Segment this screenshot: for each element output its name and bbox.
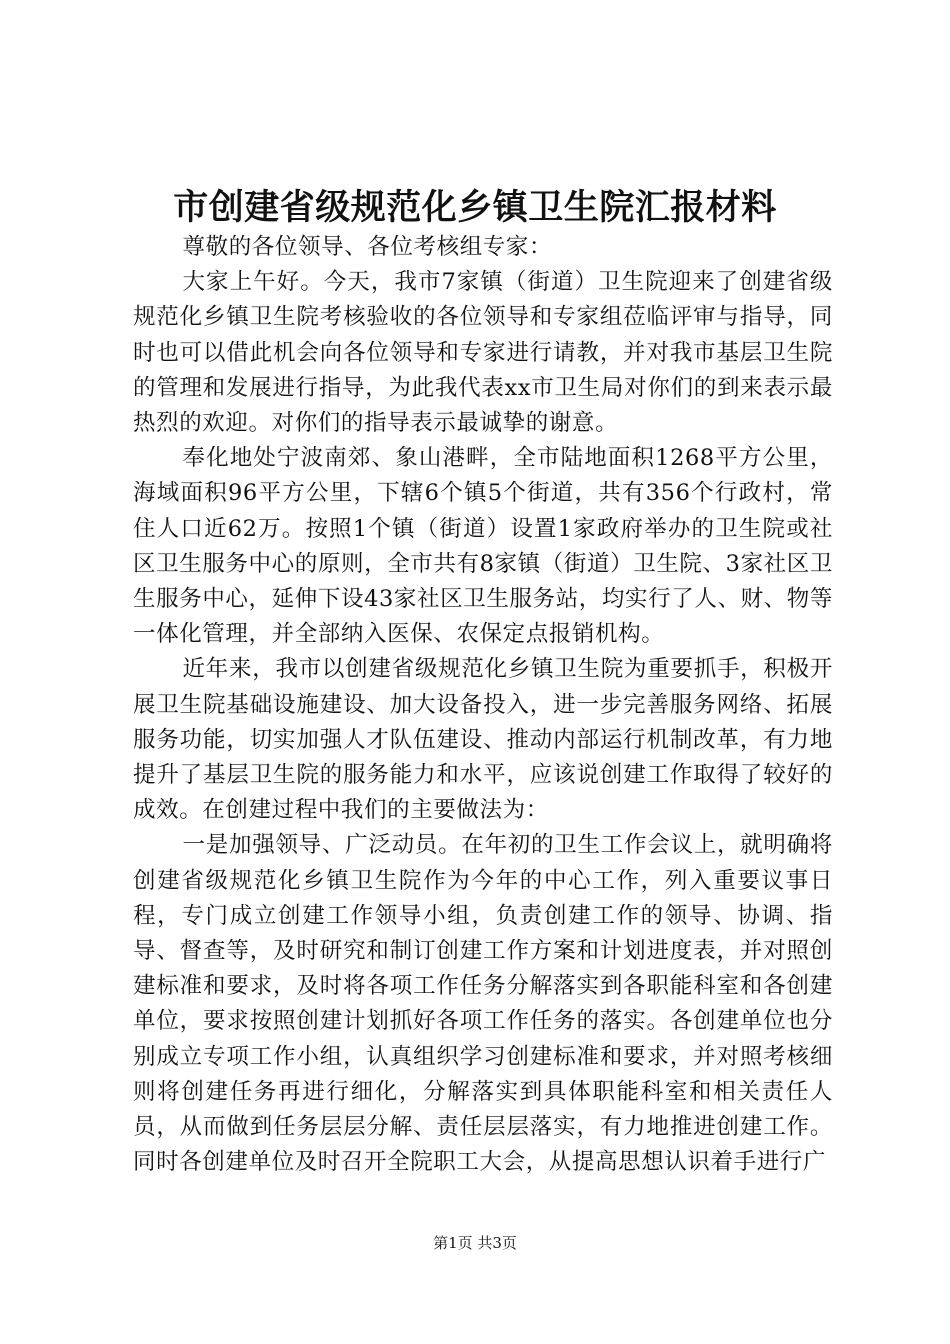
overview-paragraph: 奉化地处宁波南郊、象山港畔，全市陆地面积1268平方公里，海域面积96平方公里，下辖6个镇5个街道，共有356个行政村，常住人口近62万。按照1个镇（街道）设置1家政府举办的卫生院或社区卫生服务中心的原则，全市共有8家镇（街道）卫生院、3家社区卫生服务中心，延伸下设43家社区卫生服务站，均实行了人、财、物等一体化管理，并全部纳入医保、农保定点报销机构。 [133,445,833,648]
salutation-paragraph: 尊敬的各位领导、各位考核组专家： [182,234,553,260]
document-title: 市创建省级规范化乡镇卫生院汇报材料 [173,187,777,228]
leadership-paragraph: 一是加强领导、广泛动员。在年初的卫生工作会议上，就明确将创建省级规范化乡镇卫生院作为今年的中心工作，列入重要议事日程，专门成立创建工作领导小组，负责创建工作的领导、协调、指导、督查等，及时研究和制订创建工作方案和计划进度表，并对照创建标准和要求，及时将各项工作任务分解落实到各职能科室和各创建单位，要求按照创建计划抓好各项工作任务的落实。各创建单位也分别成立专项工作小组，认真组织学习创建标准和要求，并对照考核细则将创建任务再进行细化，分解落实到具体职能科室和相关责任人员，从而做到任务层层分解、责任层层落实，有力地推进创建工作。同时各创建单位及时召开全院职工大会，从提高思想认识着手进行广 [133,832,833,1176]
page-number-footer: 第1页 共3页 [433,1234,517,1252]
document-body [133,230,833,1180]
achievements-paragraph: 近年来，我市以创建省级规范化乡镇卫生院为重要抓手，积极开展卫生院基础设施建设、加大设备投入，进一步完善服务网络、拓展服务功能，切实加强人才队伍建设、推动内部运行机制改革，有力地提升了基层卫生院的服务能力和水平，应该说创建工作取得了较好的成效。在创建过程中我们的主要做法为： [133,656,833,824]
greeting-paragraph: 大家上午好。今天，我市7家镇（街道）卫生院迎来了创建省级规范化乡镇卫生院考核验收的各位领导和专家组莅临评审与指导，同时也可以借此机会向各位领导和专家进行请教，并对我市基层卫生院的管理和发展进行指导，为此我代表xx市卫生局对你们的到来表示最热烈的欢迎。对你们的指导表示最诚挚的谢意。 [133,269,833,437]
